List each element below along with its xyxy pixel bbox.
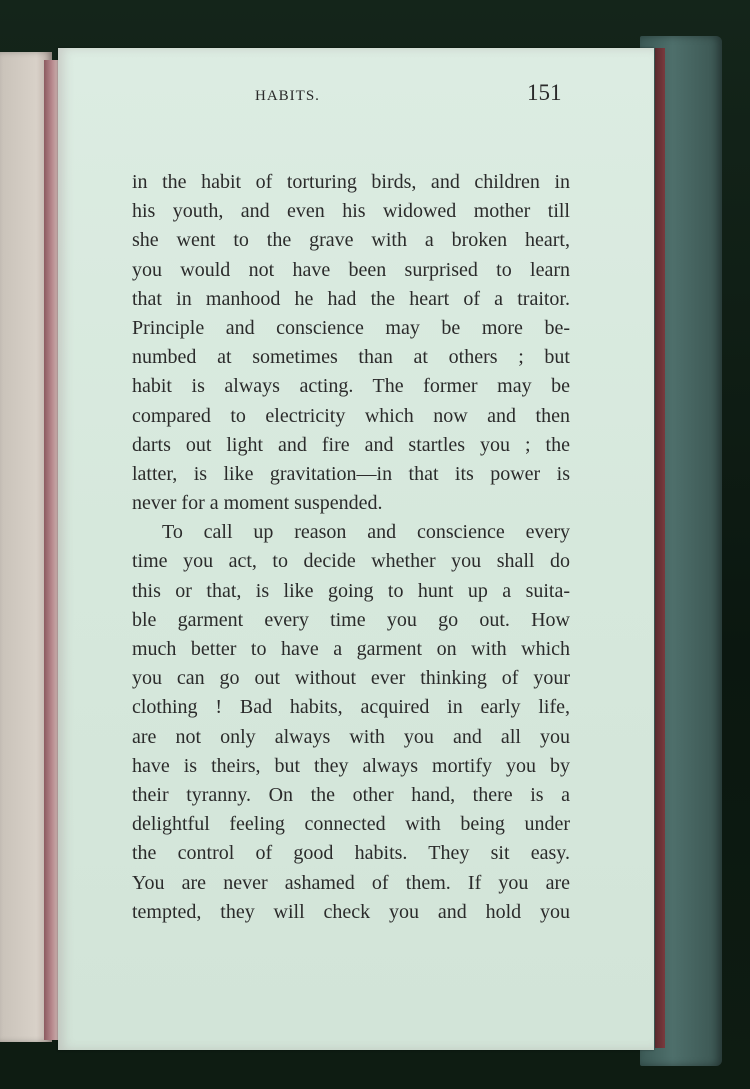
text-line: this or that, is like going to hunt up a suita- bbox=[132, 579, 570, 602]
text-line: much better to have a garment on with which bbox=[132, 638, 570, 660]
text-line: his youth, and even his widowed mother till bbox=[132, 200, 570, 223]
text-line: never for a moment suspended. bbox=[132, 492, 383, 515]
text-line: are not only always with you and all you bbox=[132, 725, 570, 748]
text-line: tempted, they will check you and hold you bbox=[132, 900, 570, 923]
text-line: latter, is like gravitation—in that its power is bbox=[132, 462, 570, 485]
text-line: darts out light and fire and startles you ; the bbox=[132, 433, 570, 456]
text-line: you can go out without ever thinking of your bbox=[132, 667, 570, 690]
text-line: their tyranny. On the other hand, there is a bbox=[132, 783, 570, 806]
text-line: ble garment every time you go out. How bbox=[132, 608, 570, 631]
text-line: that in manhood he had the heart of a traitor. bbox=[132, 287, 570, 310]
text-line: You are never ashamed of them. If you are bbox=[132, 871, 570, 894]
text-line: she went to the grave with a broken heart, bbox=[132, 229, 570, 252]
page-number: 151 bbox=[527, 80, 562, 105]
text-line: you would not have been surprised to learn bbox=[132, 258, 570, 281]
text-line: the control of good habits. They sit easy. bbox=[132, 842, 570, 865]
text-line: To call up reason and conscience every bbox=[162, 521, 570, 544]
cover-edge bbox=[655, 48, 665, 1048]
text-line: clothing ! Bad habits, acquired in early life, bbox=[132, 696, 570, 719]
body-text bbox=[132, 168, 570, 927]
text-line: time you act, to decide whether you shall do bbox=[132, 550, 570, 573]
text-line: compared to electricity which now and then bbox=[132, 404, 570, 427]
text-line: in the habit of torturing birds, and children in bbox=[132, 171, 570, 193]
text-line: numbed at sometimes than at others ; but bbox=[132, 346, 570, 369]
text-line: Principle and conscience may be more be- bbox=[132, 316, 570, 339]
text-line: habit is always acting. The former may be bbox=[132, 375, 570, 398]
text-line: have is theirs, but they always mortify you by bbox=[132, 754, 570, 777]
text-line: delightful feeling connected with being under bbox=[132, 813, 570, 836]
running-head: HABITS. bbox=[255, 88, 320, 104]
